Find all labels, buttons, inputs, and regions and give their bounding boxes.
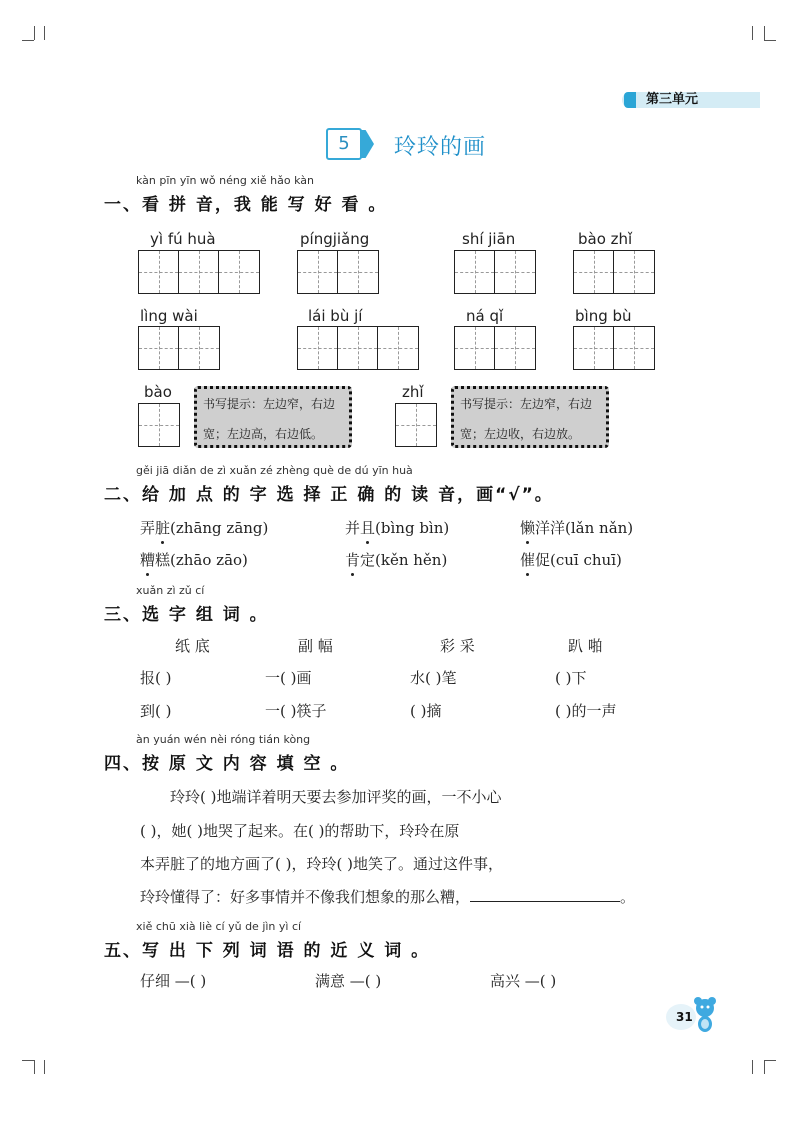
grid-cell[interactable] [378,327,418,369]
grid-cell[interactable] [614,327,654,369]
dotted-char: 肯 [345,551,361,569]
reading-choice[interactable] [345,549,447,570]
crop-mark [34,26,35,40]
synonym-item[interactable]: 高兴 —( ) [490,972,557,990]
grid-cell[interactable] [139,327,179,369]
grid-cell[interactable] [495,327,535,369]
grid-cell[interactable] [396,404,436,446]
dotted-char: 懒 [520,519,536,537]
answer-blank[interactable] [470,887,620,902]
dotted-char: 脏 [155,519,171,537]
crop-mark [752,1060,753,1074]
text: 洋洋(lǎn nǎn) [535,519,634,537]
grid-cell[interactable] [574,251,614,293]
fill-word[interactable]: ( )摘 [410,702,442,720]
grid-cell[interactable] [614,251,654,293]
passage-line[interactable]: 玲玲( )地端详着明天要去参加评奖的画，一不小心 [170,788,502,806]
crop-mark [764,26,765,40]
synonym-item[interactable]: 满意 —( ) [315,972,382,990]
dotted-char: 且 [360,519,376,537]
writing-grid[interactable] [395,403,437,447]
writing-tip [194,386,352,448]
grid-cell[interactable] [179,251,219,293]
section3-pinyin: xuǎn zì zǔ cí [136,584,205,597]
pinyin-label: bào zhǐ [578,230,633,248]
section1-title: 一、看 拼 音，我 能 写 好 看 。 [104,195,388,215]
text: (bìng bìn) [375,519,450,537]
lesson-arrow-icon [360,130,374,158]
char-pair: 副 幅 [298,637,333,655]
writing-grid[interactable] [297,326,419,370]
reading-choice[interactable] [520,517,633,538]
crop-mark [34,1060,35,1074]
char-pair: 趴 啪 [568,637,603,655]
dotted-char: 糟 [140,551,156,569]
passage-line-last[interactable] [140,886,635,907]
section1-pinyin: kàn pīn yīn wǒ néng xiě hǎo kàn [136,174,314,187]
crop-mark [44,26,45,40]
synonym-item[interactable]: 仔细 —( ) [140,972,207,990]
writing-grid[interactable] [573,250,655,294]
writing-grid[interactable] [454,250,536,294]
fill-word[interactable]: ( )下 [555,669,587,687]
unit-label: 第三单元 [646,92,699,107]
text: 并 [345,519,361,537]
crop-mark [752,26,753,40]
passage-text: 玲玲懂得了：好多事情并不像我们想象的那么糟， [140,888,471,906]
writing-grid[interactable] [454,326,536,370]
grid-cell[interactable] [179,327,219,369]
lesson-number: 5 [326,128,362,160]
char-pair: 彩 采 [440,637,475,655]
crop-mark [764,1060,776,1061]
writing-grid[interactable] [573,326,655,370]
crop-mark [764,1060,765,1074]
fill-word[interactable]: 报( ) [140,669,172,687]
writing-tip [451,386,609,448]
bear-mascot-icon [690,994,720,1034]
grid-cell[interactable] [139,251,179,293]
crop-mark [764,40,776,41]
pinyin-label: ná qǐ [466,307,504,325]
reading-choice[interactable] [140,549,248,570]
writing-grid[interactable] [138,403,180,447]
grid-cell[interactable] [455,251,495,293]
grid-cell[interactable] [455,327,495,369]
fill-word[interactable]: ( )的一声 [555,702,617,720]
tip-line: 书写提示：左边窄，右边 [203,397,336,411]
period: 。 [620,888,636,906]
section4-title: 四、按 原 文 内 容 填 空 。 [104,754,350,774]
grid-cell[interactable] [219,251,259,293]
reading-choice[interactable] [520,549,622,570]
pinyin-label: píngjiǎng [300,230,370,248]
section5-title: 五、写 出 下 列 词 语 的 近 义 词 。 [104,941,431,961]
pinyin-label: lìng wài [140,307,198,325]
passage-line[interactable]: ( )，她( )地哭了起来。在( )的帮助下，玲玲在原 [140,822,460,840]
text: 糕(zhāo zāo) [155,551,248,569]
writing-grid[interactable] [297,250,379,294]
crop-mark [44,1060,45,1074]
grid-cell[interactable] [574,327,614,369]
pinyin-label: zhǐ [402,383,424,401]
unit-tab [622,92,760,108]
pinyin-label: bìng bù [575,307,632,325]
section3-title: 三、选 字 组 词 。 [104,605,269,625]
grid-cell[interactable] [298,327,338,369]
text: (zhāng zāng) [170,519,269,537]
dotted-char: 催 [520,551,536,569]
text: 弄 [140,519,156,537]
crop-mark [22,1060,34,1061]
pinyin-label: bào [144,383,172,401]
writing-grid[interactable] [138,326,220,370]
section2-title: 二、给 加 点 的 字 选 择 正 确 的 读 音，画“√”。 [104,485,554,505]
fill-word[interactable]: 一( )画 [265,669,312,687]
tip-line: 宽；左边高，右边低。 [203,427,324,441]
lesson-title: 玲玲的画 [394,135,487,160]
grid-cell[interactable] [298,251,338,293]
grid-cell[interactable] [495,251,535,293]
section2-pinyin: gěi jiā diǎn de zì xuǎn zé zhèng què de dú yīn huà [136,464,413,477]
grid-cell[interactable] [338,327,378,369]
passage-line[interactable]: 本弄脏了的地方画了( )，玲玲( )地笑了。通过这件事， [140,855,503,873]
crop-mark [22,40,34,41]
section5-pinyin: xiě chū xià liè cí yǔ de jìn yì cí [136,920,302,933]
char-pair: 纸 底 [175,637,210,655]
text: 定(kěn hěn) [360,551,448,569]
unit-tab-marker [624,92,636,108]
pinyin-label: shí jiān [462,230,516,248]
grid-cell[interactable] [139,404,179,446]
tip-line: 宽；左边收，右边放。 [460,427,581,441]
section4-pinyin: àn yuán wén nèi róng tián kòng [136,733,311,746]
fill-word[interactable]: 水( )笔 [410,669,457,687]
text: 促(cuī chuī) [535,551,622,569]
page-number: 31 [676,1010,693,1024]
fill-word[interactable]: 一( )筷子 [265,702,327,720]
reading-choice[interactable] [140,517,268,538]
tip-line: 书写提示：左边窄，右边 [460,397,593,411]
pinyin-label: lái bù jí [308,307,363,325]
pinyin-label: yì fú huà [150,230,216,248]
reading-choice[interactable] [345,517,449,538]
grid-cell[interactable] [338,251,378,293]
writing-grid[interactable] [138,250,260,294]
fill-word[interactable]: 到( ) [140,702,172,720]
